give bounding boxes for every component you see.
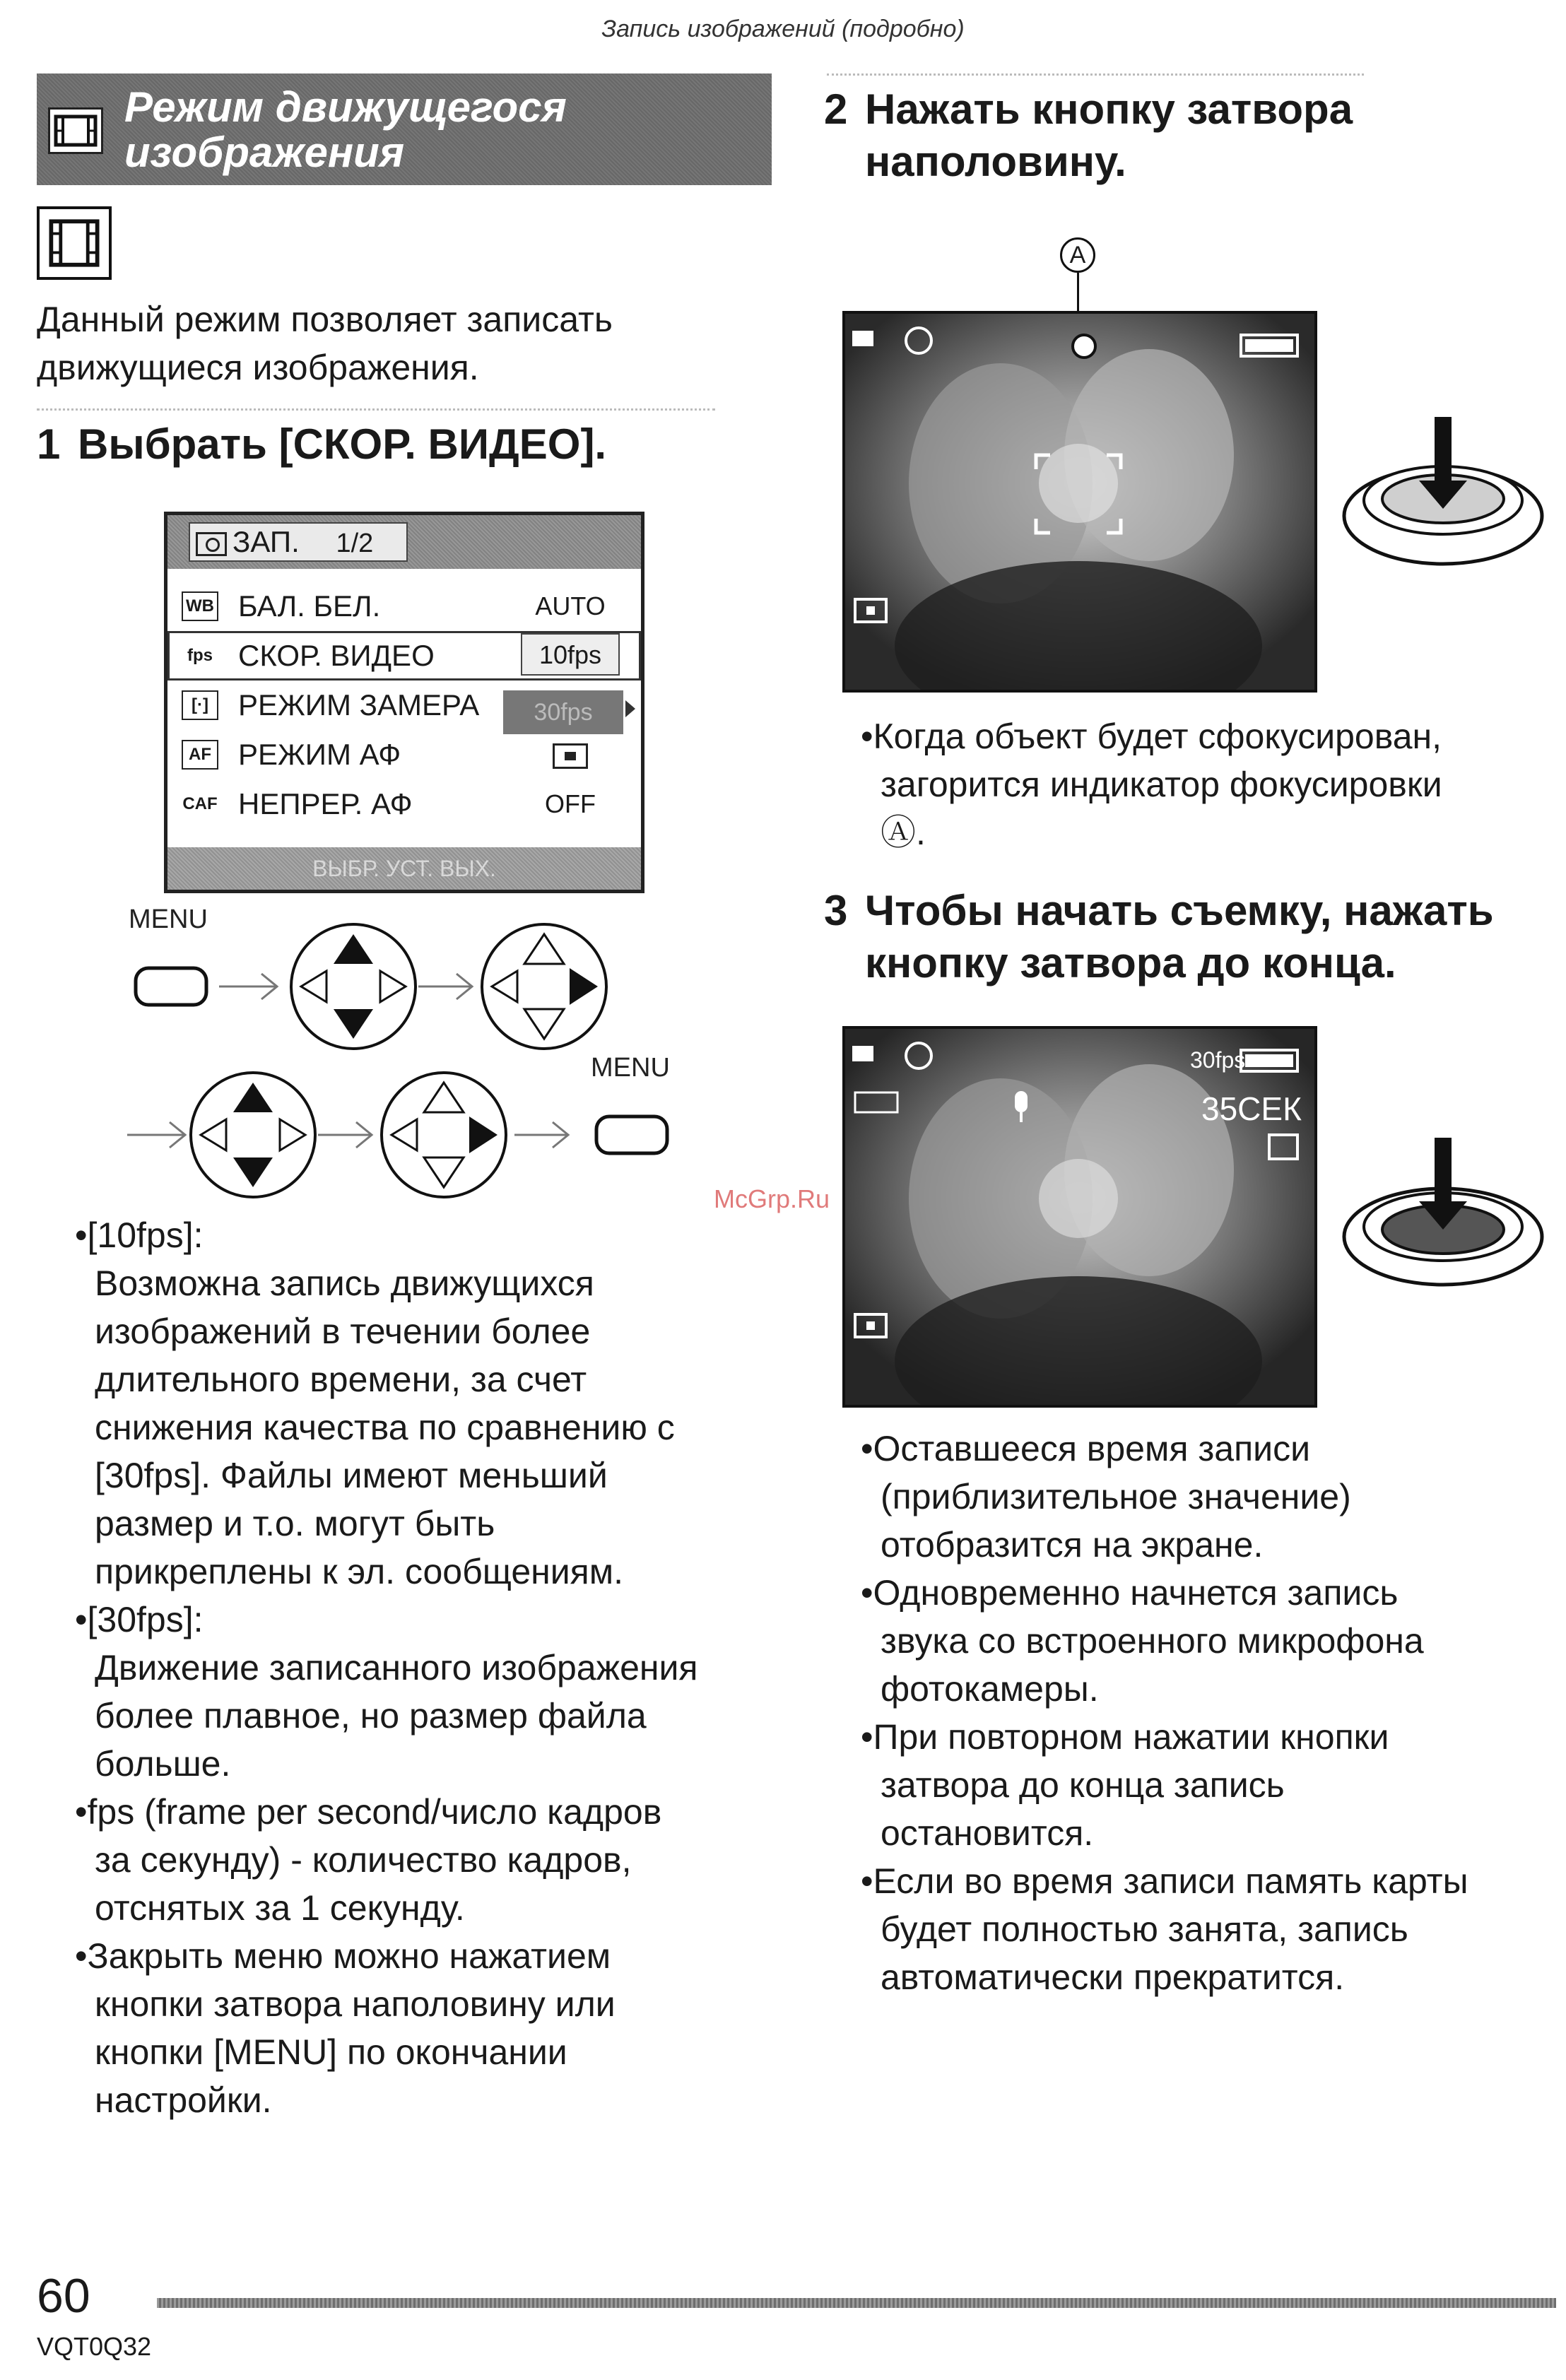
note-head: [30fps]: <box>87 1600 204 1639</box>
note-line: загорится индикатор фокусировки <box>881 765 1442 804</box>
note-line: снижения качества по сравнению с <box>95 1408 675 1447</box>
menu-header-bar <box>167 515 641 569</box>
note-line: [30fps]. Файлы имеют меньший <box>95 1456 608 1495</box>
film-icon <box>48 107 103 154</box>
arrow-right-icon <box>514 1122 568 1148</box>
note-line: кнопки затвора наполовину или <box>95 1984 616 2024</box>
af-area-icon <box>521 730 620 779</box>
arrow-right-icon <box>219 974 277 999</box>
step-title: Выбрать [СКОР. ВИДЕО]. <box>78 420 607 468</box>
menu-button-label: MENU <box>591 1053 670 1083</box>
camera-icon <box>196 532 227 556</box>
running-header: Запись изображений (подробно) <box>601 16 965 42</box>
step-number: 2 <box>824 86 848 133</box>
menu-item-value: 10fps <box>521 633 620 676</box>
note-line: Ⓐ. <box>881 813 926 852</box>
marker-a <box>1060 237 1095 273</box>
menu-item-label: БАЛ. БЕЛ. <box>238 589 381 623</box>
menu-page-indicator: 1/2 <box>336 529 374 558</box>
step-title: Нажать кнопку затвора <box>865 86 1353 133</box>
menu-item-white-balance[interactable] <box>167 582 641 631</box>
note-line: будет полностью занята, запись <box>881 1909 1408 1949</box>
section-title-line1: Режим движущегося <box>124 83 567 131</box>
section-title-line2: изображения <box>124 129 405 176</box>
step-title: кнопку затвора до конца. <box>865 939 1396 986</box>
wb-icon: WB <box>182 591 218 621</box>
note-line: настройки. <box>95 2080 272 2120</box>
footer-rule <box>157 2298 1556 2308</box>
note-item: •fps (frame per second/число кадров за секунду) - количество кадров, отснятых за 1 секунду. <box>75 1788 782 1932</box>
note-line: Возможна запись движущихся <box>95 1263 594 1303</box>
menu-item-af-mode[interactable] <box>167 730 641 779</box>
menu-tab-rec[interactable] <box>189 522 408 562</box>
step2-note: •Когда объект будет сфокусирован, загорится индикатор фокусировки Ⓐ. <box>861 712 1539 856</box>
note-line: остановится. <box>881 1813 1094 1853</box>
note-line: более плавное, но размер файла <box>95 1696 647 1736</box>
note-line: длительного времени, за счет <box>95 1360 587 1399</box>
page-number: 60 <box>37 2269 90 2323</box>
menu-alt-option[interactable]: 30fps <box>503 690 623 734</box>
shutter-full-press-icon <box>1337 1131 1549 1293</box>
film-icon <box>37 206 112 280</box>
note-line: Когда объект будет сфокусирован, <box>873 717 1442 756</box>
caf-icon: CAF <box>182 794 218 813</box>
intro-line: движущиеся изображения. <box>37 348 479 387</box>
step-title: Чтобы начать съемку, нажать <box>865 887 1494 934</box>
note-head: Закрыть меню можно нажатием <box>87 1936 611 1976</box>
note-line: отснятых за 1 секунду. <box>95 1888 465 1928</box>
step1-heading <box>37 418 786 471</box>
menu-item-label: РЕЖИМ ЗАМЕРА <box>238 688 480 721</box>
af-icon: AF <box>182 740 218 770</box>
note-line: Оставшееся время записи <box>873 1429 1310 1468</box>
doc-code: VQT0Q32 <box>37 2332 152 2361</box>
menu-button-icon <box>136 968 206 1005</box>
dpad-right-icon <box>382 1073 506 1197</box>
camera-screen-recording <box>842 1026 1317 1408</box>
step-number: 3 <box>824 887 848 934</box>
section-title <box>124 85 760 175</box>
menu-item-label: НЕПРЕР. АФ <box>238 787 413 820</box>
intro-rule <box>37 408 715 411</box>
camera-menu-screen <box>164 512 644 893</box>
note-line: При повторном нажатии кнопки <box>873 1717 1389 1757</box>
dpad-up-down-icon <box>291 924 416 1049</box>
arrow-right-icon <box>127 1122 185 1148</box>
dpad-up-down-icon <box>191 1073 315 1197</box>
menu-tab-label: ЗАП. <box>232 525 300 558</box>
menu-item-value: OFF <box>545 789 596 818</box>
note-line: Одновременно начнется запись <box>873 1573 1399 1613</box>
menu-button-label: MENU <box>129 905 208 934</box>
notes-left <box>75 1211 782 2124</box>
menu-button-icon <box>596 1117 667 1153</box>
note-item: •Если во время записи память карты будет полностью занята, запись автоматически прекратится. <box>861 1857 1553 2001</box>
arrow-right-icon <box>418 974 472 999</box>
section-title-banner <box>37 73 772 185</box>
watermark: McGrp.Ru <box>714 1184 830 1213</box>
note-item: •Закрыть меню можно нажатием кнопки затвора наполовину или кнопки [MENU] по окончании настройки. <box>75 1932 782 2124</box>
fps-icon: fps <box>187 646 213 665</box>
note-item: •[30fps]: Движение записанного изображения более плавное, но размер файла больше. <box>75 1596 782 1788</box>
menu-item-continuous-af[interactable] <box>167 779 641 829</box>
note-line: звука со встроенного микрофона <box>881 1621 1424 1661</box>
camera-screen-focus <box>842 311 1317 693</box>
step-number: 1 <box>37 420 61 468</box>
note-line: фотокамеры. <box>881 1669 1099 1709</box>
intro-text <box>37 295 772 391</box>
marker-label: A <box>1069 242 1086 269</box>
shutter-half-press-icon <box>1337 410 1549 572</box>
intro-line: Данный режим позволяет записать <box>37 300 613 339</box>
header-rule <box>827 73 1364 76</box>
note-head: fps (frame per second/число кадров <box>87 1792 662 1832</box>
note-line: Если во время записи память карты <box>873 1861 1468 1901</box>
note-line: отобразится на экране. <box>881 1525 1264 1565</box>
dpad-right-icon <box>482 924 606 1049</box>
step3-heading <box>824 885 1545 989</box>
note-line: кнопки [MENU] по окончании <box>95 2032 567 2072</box>
note-line: изображений в течении более <box>95 1312 591 1351</box>
note-item: •Оставшееся время записи (приблизительное значение) отобразится на экране. <box>861 1425 1553 1569</box>
menu-bottom-bar: ВЫБР. УСТ. ВЫХ. <box>167 847 641 890</box>
note-line: больше. <box>95 1744 231 1784</box>
note-item: •При повторном нажатии кнопки затвора до конца запись остановится. <box>861 1713 1553 1857</box>
note-line: размер и т.о. могут быть <box>95 1504 495 1543</box>
arrow-right-icon <box>318 1122 372 1148</box>
metering-icon: [·] <box>182 690 218 720</box>
step2-heading <box>824 83 1531 188</box>
note-line: затвора до конца запись <box>881 1765 1285 1805</box>
note-line: (приблизительное значение) <box>881 1477 1351 1516</box>
note-head: [10fps]: <box>87 1215 204 1255</box>
step3-notes <box>861 1425 1553 2001</box>
menu-item-label: РЕЖИМ АФ <box>238 738 401 771</box>
note-line: за секунду) - количество кадров, <box>95 1840 632 1880</box>
note-line: прикреплены к эл. сообщениям. <box>95 1552 624 1591</box>
note-line: автоматически прекратится. <box>881 1957 1345 1997</box>
arrow-right-icon <box>625 700 635 717</box>
note-item: •[10fps]: Возможна запись движущихся изображений в течении более длительного времени, за счет снижения качества по сравнению с [30fps]. Файлы имеют меньший размер и т.о. могут быть прикреплены к эл. сообщениям. <box>75 1211 782 1596</box>
recording-remaining-time: 35СЕК <box>1201 1090 1302 1127</box>
menu-item-video-speed[interactable] <box>167 631 641 681</box>
menu-item-label: СКОР. ВИДЕО <box>238 639 435 672</box>
note-item: •Одновременно начнется запись звука со встроенного микрофона фотокамеры. <box>861 1569 1553 1713</box>
note-line: Движение записанного изображения <box>95 1648 698 1687</box>
step-title: наполовину. <box>865 138 1126 185</box>
menu-item-value: AUTO <box>535 591 606 620</box>
recording-fps: 30fps <box>1190 1047 1246 1073</box>
